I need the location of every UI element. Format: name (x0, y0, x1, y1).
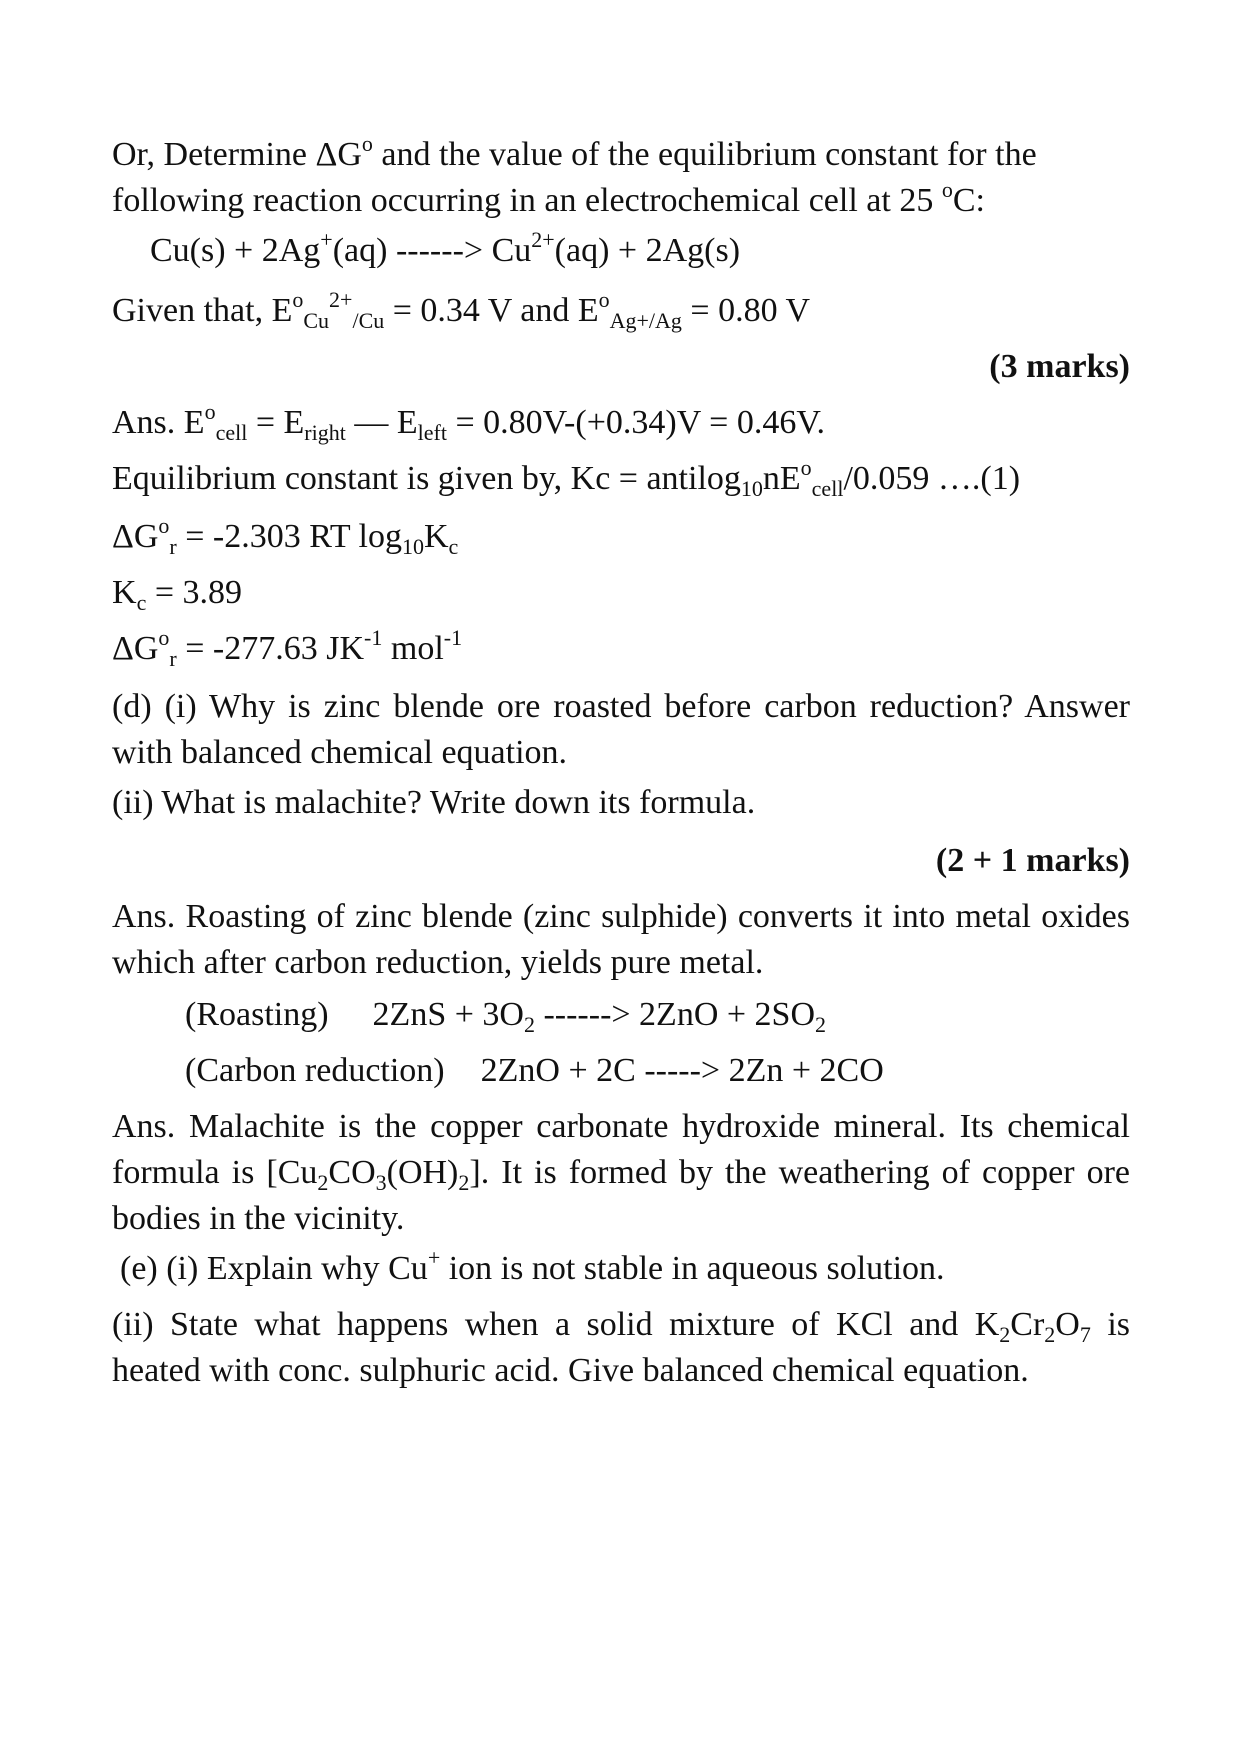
charge-superscript: 2+ (531, 227, 555, 252)
subscript: right (304, 420, 346, 445)
question-d-i: (d) (i) Why is zinc blende ore roasted before carbon reduction? Answer with balanced chemical equation. (112, 688, 1130, 771)
ans-text: — E (345, 404, 418, 441)
carbon-reduction-equation (185, 1048, 1203, 1094)
given-text: = 0.80 V (681, 292, 811, 329)
delta-g-formula: $\Delta G^o_r = -2.303$ RT $\log_{10}K_c$ (112, 513, 459, 559)
equilibrium-constant-line: Equilibrium constant is given by, $Kc = antilog_{10}nE^o_{cell}/0.059$ ….(1) (112, 455, 1021, 501)
subscript: 2 (458, 1170, 470, 1195)
subscript: c (448, 534, 459, 559)
subscript: 3 (375, 1170, 387, 1195)
text: Equilibrium constant is given by, Kc = antilog (112, 460, 741, 497)
text: O (1055, 1306, 1080, 1343)
answer-cell-potential: Ans. $E^o_{cell} = E_{right}$ — $E_{left} = 0.80V-(+0.34)V = 0.46V$. (112, 399, 825, 445)
text: K (423, 518, 449, 555)
subscript: 2 (523, 1012, 535, 1037)
subscript: c (136, 590, 147, 615)
text: is heated with conc. sulphuric acid. Give balanced chemical equation. (112, 1306, 1130, 1389)
ans-text: = 0.80V-(+0.34)V = 0.46V. (446, 404, 825, 441)
question-e-ii (112, 1302, 1130, 1394)
marks-label: (3 marks) (989, 348, 1130, 385)
text: = -2.303 RT log (176, 518, 402, 555)
subscript: r (169, 646, 177, 671)
ans-text: = E (247, 404, 305, 441)
superscript: 2+ (329, 287, 353, 312)
given-text: Given that, E (112, 292, 293, 329)
text: /0.059 ….(1) (843, 460, 1021, 497)
equation-text: 2ZnS + 3O (372, 996, 524, 1033)
text: ΔG (112, 630, 159, 667)
q-unit: C: (952, 182, 985, 219)
question-d-ii: (ii) What is malachite? Write down its formula. (112, 784, 756, 821)
q-text: Or, Determine ΔG (112, 136, 362, 173)
given-potentials: Given that, $E^o_{Cu}^{2+}_{/Cu} = 0.34$ V and $E^o_{Ag+/Ag} = 0.80$ V (112, 287, 811, 333)
subscript: r (169, 534, 177, 559)
subscript: 2 (999, 1322, 1011, 1347)
subscript: 2 (317, 1170, 329, 1195)
kc-value (112, 570, 1130, 616)
text: = -277.63 JK (176, 630, 365, 667)
text: Ans. Malachite is the copper carbonate hydroxide mineral. Its chemical formula is [Cu (112, 1108, 1130, 1191)
equation-text: ------> 2ZnO + 2SO (534, 996, 816, 1033)
reaction-part: (aq) + 2Ag(s) (554, 232, 741, 269)
text: (OH) (386, 1154, 459, 1191)
text: ΔG (112, 518, 159, 555)
subscript: 10 (740, 476, 763, 501)
answer-roasting: Ans. Roasting of zinc blende (zinc sulphide) converts it into metal oxides which after carbon reduction, yields pure metal. (112, 898, 1130, 981)
answer-malachite (112, 1104, 1130, 1242)
superscript: + (427, 1245, 441, 1270)
text: ]. It is formed by the weathering of copper ore bodies in the vicinity. (112, 1154, 1130, 1237)
text: CO (328, 1154, 376, 1191)
equation-text: 2ZnO + 2C -----> 2Zn + 2CO (480, 1052, 884, 1089)
degree-superscript: o (361, 131, 373, 156)
ans-text: Ans. E (112, 404, 205, 441)
text: Cr (1010, 1306, 1045, 1343)
subscript: /Cu (352, 308, 385, 333)
given-text: = 0.34 V and E (384, 292, 599, 329)
reaction-equation (150, 228, 1168, 274)
text: nE (762, 460, 801, 497)
text: (ii) State what happens when a solid mixture of KCl and K (112, 1306, 1000, 1343)
subscript: left (417, 420, 447, 445)
text: = 3.89 (146, 574, 243, 611)
subscript: 10 (401, 534, 424, 559)
question-e-i (120, 1246, 1138, 1292)
subscript: cell (215, 420, 248, 445)
equation-label: (Carbon reduction) (185, 1052, 445, 1089)
subscript: 2 (815, 1012, 827, 1037)
marks-label: (2 + 1 marks) (935, 842, 1130, 879)
text: ion is not stable in aqueous solution. (440, 1250, 945, 1287)
text: (e) (i) Explain why Cu (120, 1250, 428, 1287)
reaction-part: (aq) ------> Cu (332, 232, 532, 269)
subscript: Ag+/Ag (609, 308, 682, 333)
subscript: Cu (303, 308, 330, 333)
reaction-part: Cu(s) + 2Ag (150, 232, 321, 269)
equation-label: (Roasting) (185, 996, 329, 1033)
question-or-paragraph: Or, Determine $\Delta G^o$ and the value of the equilibrium constant for the following reaction occurring in an electrochemical cell at 25 $^o$C: (112, 131, 1037, 219)
superscript: -1 (443, 625, 463, 650)
text: mol (382, 630, 444, 667)
text: K (112, 574, 137, 611)
delta-g-value: $\Delta G^o_r = -277.63$ $JK^{-1}$ mol$^{-1}$ (112, 625, 463, 671)
q-text: and the value of the equilibrium constant for the following reaction occurring in an electrochemical cell at 25 (112, 136, 1037, 219)
roasting-equation (185, 992, 1203, 1038)
superscript: -1 (364, 625, 383, 650)
charge-superscript: + (320, 227, 333, 252)
subscript: cell (811, 476, 844, 501)
subscript: 2 (1044, 1322, 1056, 1347)
subscript: 7 (1079, 1322, 1091, 1347)
